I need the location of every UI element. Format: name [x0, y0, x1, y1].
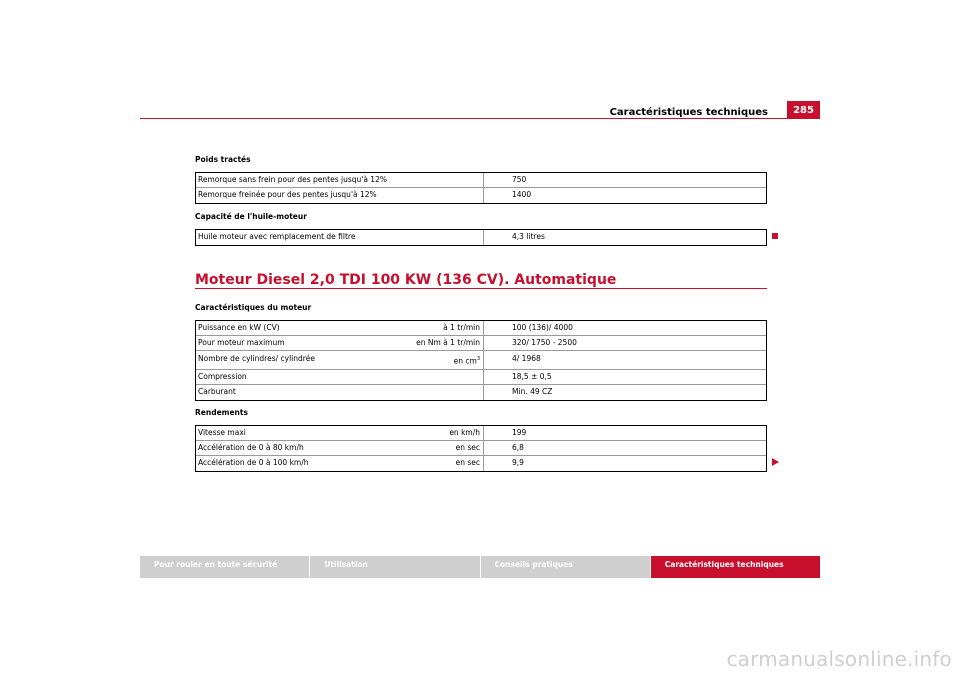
table-row — [196, 370, 766, 385]
row-unit — [454, 356, 480, 366]
row-unit: à 1 tr/min — [443, 323, 480, 332]
row-value: 4/ 1968 — [512, 354, 541, 363]
table-row — [196, 441, 766, 456]
table-row — [196, 173, 766, 188]
row-label: Remorque freinée pour des pentes jusqu'à 12% — [198, 190, 377, 199]
section-title: Moteur Diesel 2,0 TDI 100 KW (136 CV). Automatique — [195, 272, 617, 288]
footer-tab-practical-tips[interactable]: Conseils pratiques — [481, 556, 650, 578]
oil-table — [195, 229, 767, 246]
row-unit: en sec — [455, 443, 480, 452]
section-divider — [195, 288, 767, 289]
row-value: 1400 — [512, 190, 532, 199]
row-label: Puissance en kW (CV) — [198, 323, 280, 332]
row-value: Min. 49 CZ — [512, 387, 553, 396]
row-label: Compression — [198, 372, 247, 381]
engine-heading: Caractéristiques du moteur — [195, 303, 312, 312]
row-label: Accélération de 0 à 80 km/h — [198, 443, 304, 452]
table-row — [196, 321, 766, 336]
performance-heading: Rendements — [195, 408, 248, 417]
engine-table — [195, 320, 767, 401]
table-row — [196, 456, 766, 471]
row-value: 750 — [512, 175, 527, 184]
row-label: Remorque sans frein pour des pentes jusqu'à 12% — [198, 175, 387, 184]
table-row — [196, 426, 766, 441]
table-row — [196, 230, 766, 245]
towing-table — [195, 172, 767, 204]
header-divider — [140, 118, 820, 119]
row-label: Pour moteur maximum — [198, 338, 285, 347]
unit-superscript: 3 — [476, 356, 480, 362]
row-label: Nombre de cylindres/ cylindrée — [198, 354, 315, 363]
row-value: 199 — [512, 428, 527, 437]
footer-tab-operation[interactable]: Utilisation — [310, 556, 479, 578]
row-value: 4,3 litres — [512, 232, 545, 241]
oil-heading: Capacité de l'huile-moteur — [195, 212, 307, 221]
row-value: 320/ 1750 - 2500 — [512, 338, 577, 347]
row-unit: en km/h — [449, 428, 480, 437]
unit-text: en cm — [453, 356, 477, 366]
section-end-square-icon — [772, 233, 778, 239]
row-label: Accélération de 0 à 100 km/h — [198, 458, 309, 467]
row-label: Vitesse maxi — [198, 428, 246, 437]
page-header-title: Caractéristiques techniques — [609, 107, 768, 118]
table-row — [196, 336, 766, 351]
row-value: 6,8 — [512, 443, 524, 452]
watermark: carmanualsonline.info — [726, 647, 952, 671]
footer-tab-safety[interactable]: Pour rouler en toute sécurité — [140, 556, 309, 578]
row-value: 100 (136)/ 4000 — [512, 323, 573, 332]
performance-table — [195, 425, 767, 472]
row-unit: en sec — [455, 458, 480, 467]
row-value: 9,9 — [512, 458, 524, 467]
table-row — [196, 351, 766, 370]
footer-nav — [140, 556, 820, 578]
row-label: Carburant — [198, 387, 236, 396]
row-label: Huile moteur avec remplacement de filtre — [198, 232, 356, 241]
table-row — [196, 385, 766, 400]
row-value: 18,5 ± 0,5 — [512, 372, 552, 381]
table-row — [196, 188, 766, 203]
towing-heading: Poids tractés — [195, 155, 251, 164]
row-unit: en Nm à 1 tr/min — [416, 338, 480, 347]
footer-tab-technical-data[interactable]: Caractéristiques techniques — [651, 556, 820, 578]
page-number: 285 — [787, 101, 820, 119]
continue-arrow-icon — [772, 458, 779, 466]
